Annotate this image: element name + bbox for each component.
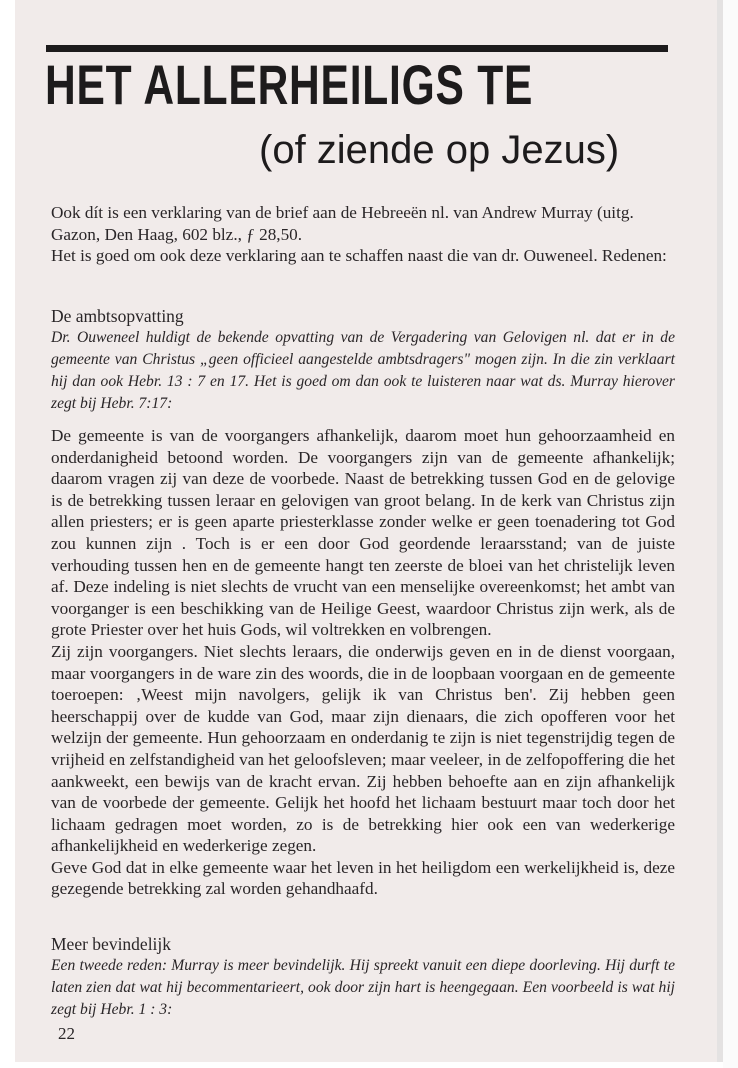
title-rule xyxy=(46,45,668,52)
quote-paragraph: Zij zijn voorgangers. Niet slechts leraars, die onderwijs geven en in de dienst voorgaan, maar voorgangers in de ware zin des woords, die in de loopbaan voorgaan en de gemeente toeroepen: ‚Weest mijn navolgers, gelijk ik van Christus ben'. Zij hebben geen heerschappij over de kudde van God, maar zijn dienaars, die zich opofferen voor het welzijn der gemeente. Hun gehoorzaam en onderdanig te zijn is niet tegenstrijdig tegen de vrijheid en zelfstandigheid van het geloofsleven; maar veeleer, in de zelfopoffering die het aankweekt, een bewijs van de kracht ervan. Zij hebben behoefte aan en zijn afhankelijk van de voorbede der gemeente. Gelijk het hoofd het lichaam bestuurt maar toch door het lichaam gedragen moet worden, zo is de betrekking hier ook een van wederkerige afhankelijkheid en wederkerige zegen. xyxy=(51,641,675,856)
article-title: HET ALLERHEILIGS TE xyxy=(45,53,534,116)
section-lead: Een tweede reden: Murray is meer bevindelijk. Hij spreekt vanuit een diepe doorleving. Hij durft te laten zien dat wat hij becommentarieert, ook door zijn hart is heengegaan. Een voorbeeld is wat hij zegt bij Hebr. 1 : 3: xyxy=(51,957,675,1018)
quote-block xyxy=(51,425,675,900)
intro-paragraph: Ook dít is een verklaring van de brief aan de Hebreeën nl. van Andrew Murray (uitg. Gazon, Den Haag, 602 blz., ƒ 28,50. xyxy=(51,203,634,244)
section-heading: De ambtsopvatting xyxy=(51,306,184,326)
section-ambtsopvatting xyxy=(51,305,675,415)
article-subtitle: (of ziende op Jezus) xyxy=(259,128,620,172)
intro-block xyxy=(51,202,675,267)
quote-paragraph: Geve God dat in elke gemeente waar het leven in het heiligdom een werkelijkheid is, deze gezegende betrekking zal worden gehandhaafd. xyxy=(51,857,675,899)
page-number: 22 xyxy=(58,1024,75,1043)
magazine-page xyxy=(15,0,723,1062)
section-bevindelijk xyxy=(51,933,675,1021)
section-heading: Meer bevindelijk xyxy=(51,934,172,954)
section-lead: Dr. Ouweneel huldigt de bekende opvatting van de Vergadering van Gelovigen nl. dat er in de gemeente van Christus „geen officieel aangestelde ambtsdragers" mogen zijn. In die zin verklaart hij dan ook Hebr. 13 : 7 en 17. Het is goed om dan ook te luisteren naar wat ds. Murray hierover zegt bij Hebr. 7:17: xyxy=(51,329,675,412)
page-margin xyxy=(723,0,738,1068)
intro-paragraph: Het is goed om ook deze verklaring aan te schaffen naast die van dr. Ouweneel. Redenen: xyxy=(51,246,667,266)
quote-paragraph: De gemeente is van de voorgangers afhankelijk, daarom moet hun gehoorzaamheid en onderdanigheid betoond worden. De voorgangers zijn van de gemeente afhankelijk; daarom vragen zij van deze de voorbede. Naast de betrekking tussen God en de gelovige is de betrekking tussen leraar en gelovigen van groot belang. In de kerk van Christus zijn allen priesters; er is geen aparte priesterklasse zonder welke er geen toenadering tot God zou kunnen zijn . Toch is er een door God geordende leraarsstand; van de juiste verhouding tussen hen en de gemeente hangt ten zeerste de bloei van het christelijk leven af. Deze indeling is niet slechts de vrucht van een menselijke overeenkomst; het ambt van voorganger is een beschikking van de Heilige Geest, waardoor Christus zijn werk, als de grote Priester over het huis Gods, wil voltrekken en volbrengen. xyxy=(51,426,675,640)
